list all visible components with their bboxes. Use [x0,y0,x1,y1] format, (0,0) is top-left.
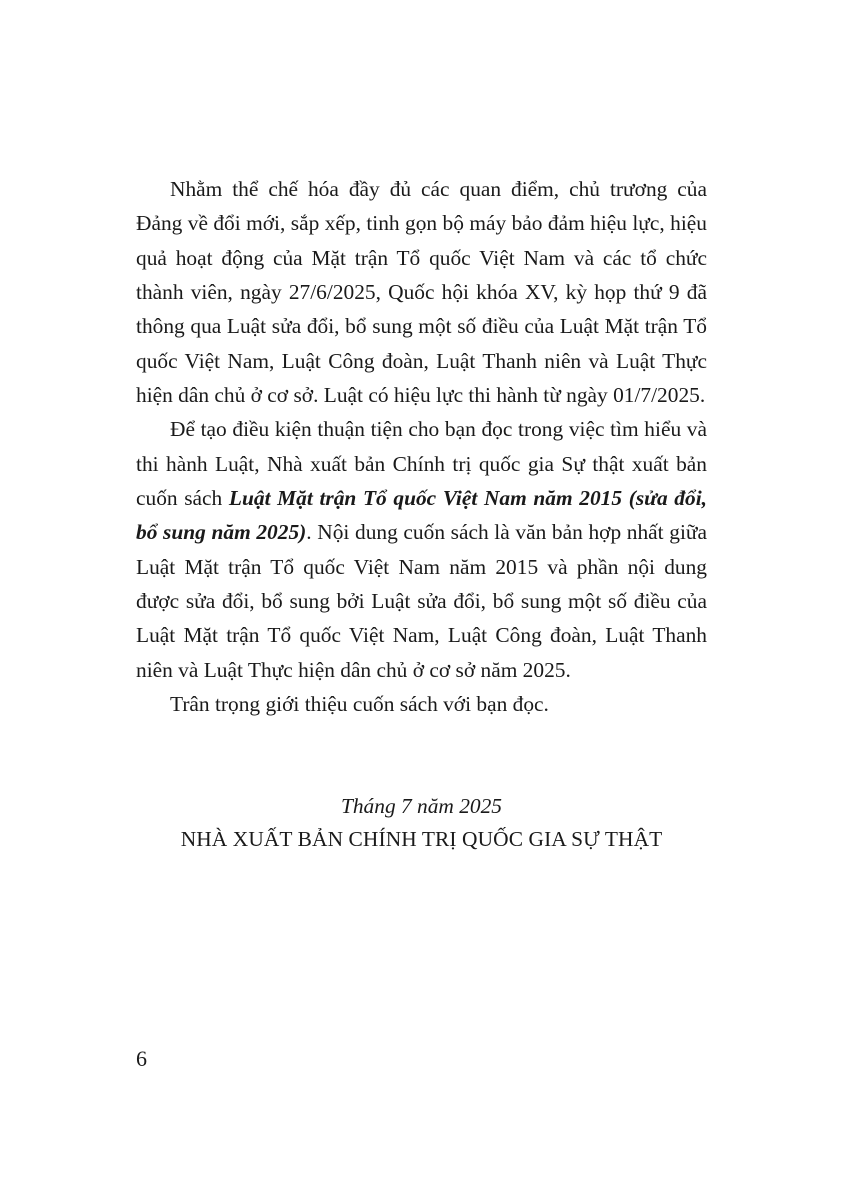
signature-publisher: NHÀ XUẤT BẢN CHÍNH TRỊ QUỐC GIA SỰ THẬT [180,827,663,851]
signature-date: Tháng 7 năm 2025 [340,794,503,818]
book-title: Luật Mặt trận Tổ quốc Việt Nam năm 2015 (sửa đổi, bổ sung năm 2025) [136,486,707,545]
preface-paragraph-1: Nhằm thể chế hóa đầy đủ các quan điểm, chủ trương của Đảng về đổi mới, sắp xếp, tinh gọn bộ máy bảo đảm hiệu lực, hiệu quả hoạt động của Mặt trận Tổ quốc Việt Nam và các tổ chức thành viên, ngày 27/6/2025, Quốc hội khóa XV, kỳ họp thứ 9 đã thông qua Luật sửa đổi, bổ sung một số điều của Luật Mặt trận Tổ quốc Việt Nam, Luật Công đoàn, Luật Thanh niên và Luật Thực hiện dân chủ ở cơ sở. Luật có hiệu lực thi hành từ ngày 01/7/2025. [136,177,707,408]
page-number: 6 [136,1046,147,1071]
paragraph-2-text-after: . Nội dung cuốn sách là văn bản hợp nhất giữa Luật Mặt trận Tổ quốc Việt Nam năm 2015 và phần nội dung được sửa đổi, bổ sung bởi Luật sửa đổi, bổ sung một số điều của Luật Mặt trận Tổ quốc Việt Nam, Luật Công đoàn, Luật Thanh niên và Luật Thực hiện dân chủ ở cơ sở năm 2025. [136,520,707,682]
preface-paragraph-2 [136,412,707,687]
preface-body [136,172,707,722]
paragraph-2-text-before: Để tạo điều kiện thuận tiện cho bạn đọc trong việc tìm hiểu và thi hành Luật, Nhà xuất bản Chính trị quốc gia Sự thật xuất bản cuốn sách [136,417,707,511]
preface-paragraph-3: Trân trọng giới thiệu cuốn sách với bạn đọc. [170,692,549,717]
